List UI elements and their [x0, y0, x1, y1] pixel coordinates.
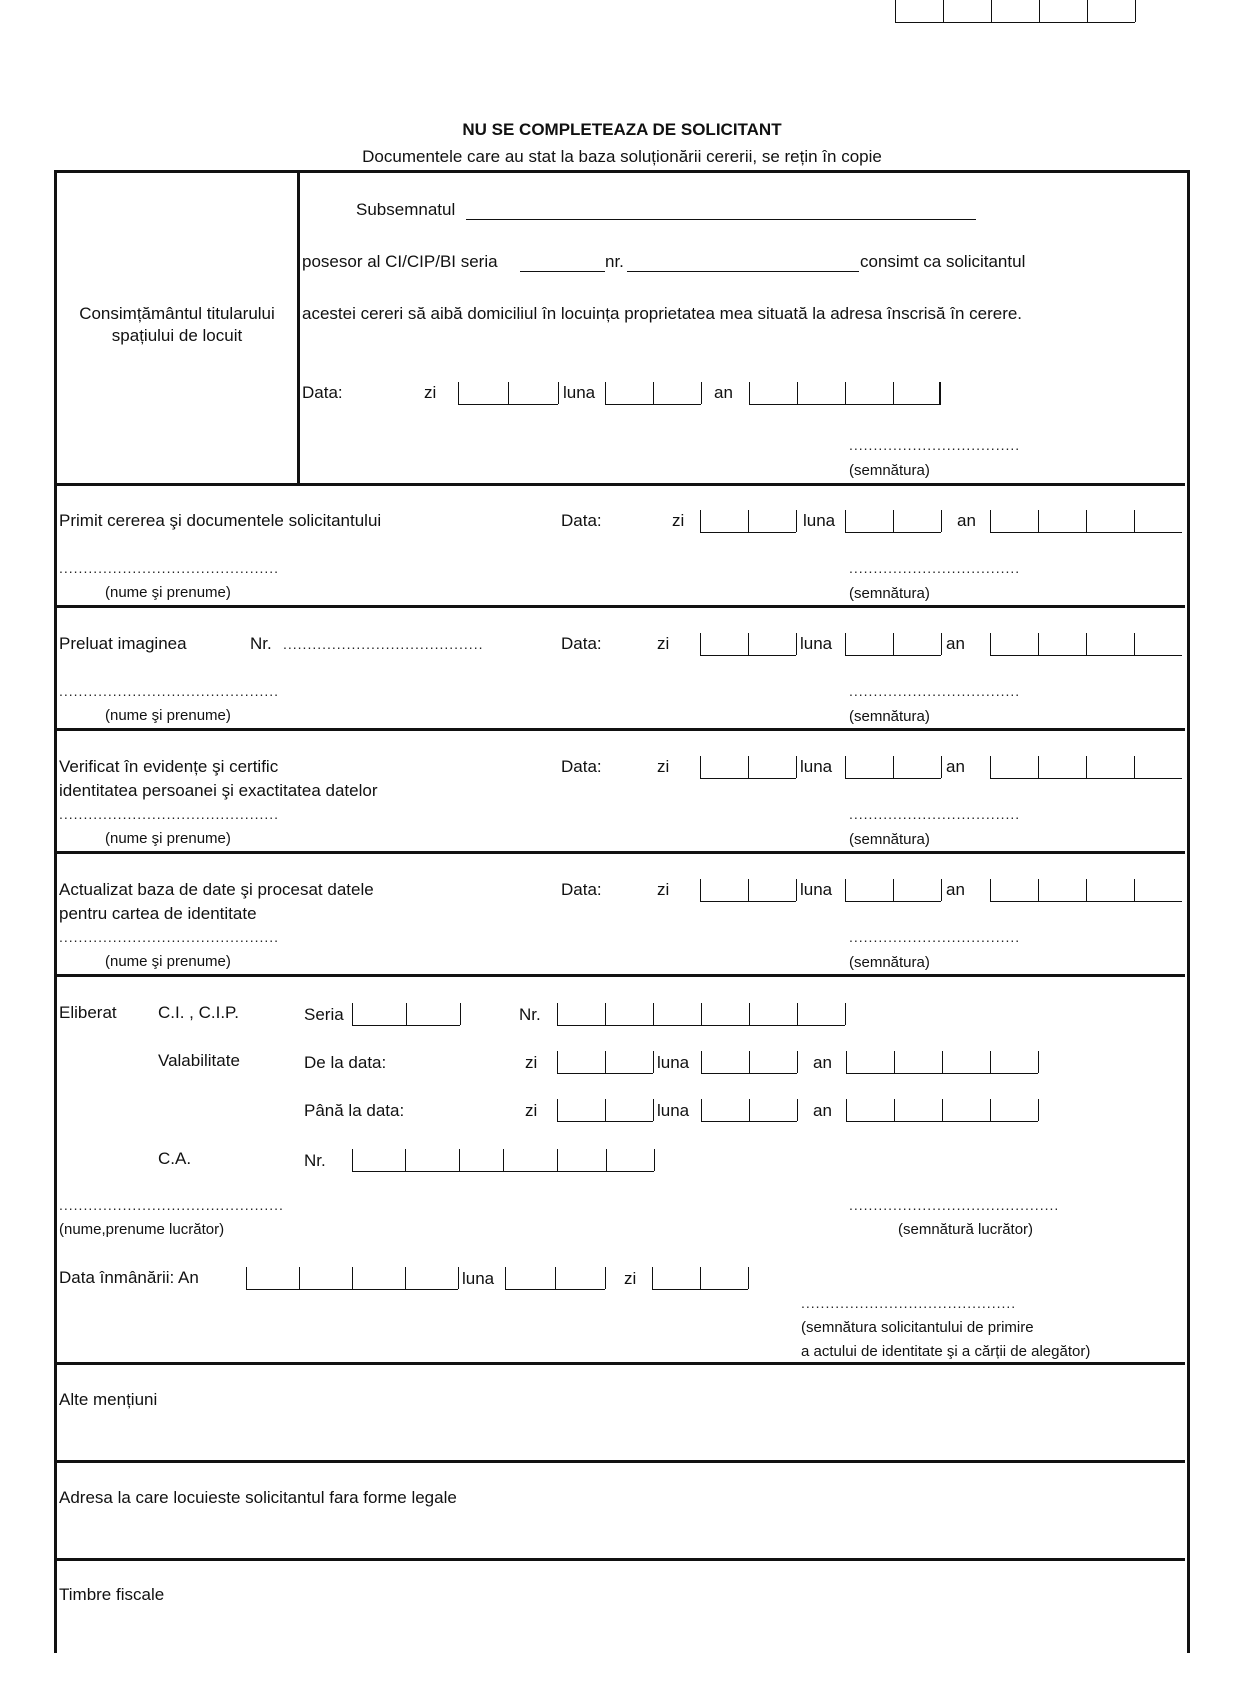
ca-nr-label: Nr. [304, 1151, 326, 1170]
section-verificat-name-dots: ............................................. [59, 806, 280, 822]
divider-8 [54, 1558, 1185, 1561]
section-actualizat-zi-boxes[interactable] [700, 879, 796, 902]
adresa-label: Adresa la care locuieste solicitantul fara forme legale [59, 1488, 457, 1507]
section-primit-an-label: an [957, 511, 976, 530]
alte-mentiuni-label: Alte mențiuni [59, 1390, 158, 1409]
section-preluat-line1: Preluat imaginea [59, 634, 187, 653]
section-actualizat-an-label: an [946, 880, 965, 899]
consent-divider [297, 170, 300, 483]
seria-field[interactable] [520, 271, 605, 272]
inmanarii-zi-label: zi [624, 1269, 637, 1288]
section-actualizat-signature-dots: ................................... [849, 929, 1021, 945]
nr-label: nr. [605, 252, 624, 271]
de-la-luna-boxes[interactable] [701, 1051, 797, 1074]
section-primit-name-dots: ............................................. [59, 560, 280, 576]
section-preluat-an-label: an [946, 634, 965, 653]
de-la-zi-boxes[interactable] [557, 1051, 653, 1074]
section-verificat-signature-dots: ................................... [849, 806, 1021, 822]
section-primit-signature-dots: ................................... [849, 560, 1021, 576]
section-verificat-an-label: an [946, 757, 965, 776]
section-primit-signature-caption: (semnătura) [849, 585, 930, 602]
section-verificat-zi-label: zi [657, 757, 670, 776]
de-la-an-boxes[interactable] [846, 1051, 1038, 1074]
section-verificat-an-boxes[interactable] [990, 756, 1182, 779]
de-la-luna-label: luna [657, 1053, 690, 1072]
section-actualizat-an-boxes[interactable] [990, 879, 1182, 902]
section-actualizat-line2: pentru cartea de identitate [59, 904, 257, 923]
de-la-an-label: an [813, 1053, 832, 1072]
section-primit-luna-boxes[interactable] [845, 510, 941, 533]
divider-2 [54, 605, 1185, 608]
posesor-label: posesor al CI/CIP/BI seria [302, 252, 498, 271]
consimt-label: consimt ca solicitantul [860, 252, 1026, 271]
section-verificat-zi-boxes[interactable] [700, 756, 796, 779]
section-preluat-nr-label: Nr. [250, 634, 272, 653]
section-preluat-name-caption: (nume şi prenume) [105, 707, 231, 724]
valabilitate-label: Valabilitate [158, 1051, 240, 1070]
divider-7 [54, 1460, 1185, 1463]
section-verificat-luna-boxes[interactable] [845, 756, 941, 779]
pana-la-an-label: an [813, 1101, 832, 1120]
section-preluat-an-boxes[interactable] [990, 633, 1182, 656]
section-preluat-name-dots: ............................................. [59, 683, 280, 699]
section-primit-luna-label: luna [803, 511, 836, 530]
section-preluat-date-label: Data: [561, 634, 602, 653]
de-la-zi-label: zi [525, 1053, 538, 1072]
ci-nr-boxes-a[interactable] [557, 1003, 845, 1026]
section-preluat-zi-boxes[interactable] [700, 633, 796, 656]
form-title: NU SE COMPLETEAZA DE SOLICITANT [462, 120, 782, 139]
pana-la-zi-boxes[interactable] [557, 1099, 653, 1122]
seria-label: Seria [304, 1005, 344, 1024]
section-preluat-nr-dots[interactable]: ......................................... [283, 636, 484, 652]
section-actualizat-luna-label: luna [800, 880, 833, 899]
ca-label: C.A. [158, 1149, 192, 1168]
form-subtitle: Documentele care au stat la baza soluționării cererii, se rețin în copie [362, 147, 882, 166]
section-verificat-date-label: Data: [561, 757, 602, 776]
section-preluat-signature-caption: (semnătura) [849, 708, 930, 725]
section-actualizat-name-caption: (nume şi prenume) [105, 953, 231, 970]
timbre-fiscale-label: Timbre fiscale [59, 1585, 165, 1604]
section-verificat-line2: identitatea persoanei şi exactitatea datelor [59, 781, 378, 800]
section-verificat-name-caption: (nume şi prenume) [105, 830, 231, 847]
solicitant-signature-caption-1: (semnătura solicitantului de primire [801, 1319, 1034, 1336]
de-la-data-label: De la data: [304, 1053, 387, 1072]
section-actualizat-zi-label: zi [657, 880, 670, 899]
section-preluat-signature-dots: ................................... [849, 683, 1021, 699]
section-actualizat-line1: Actualizat baza de date şi procesat datele [59, 880, 374, 899]
ca-nr-boxes[interactable] [352, 1149, 654, 1172]
consent-date-label: Data: [302, 383, 343, 402]
lucrator-name-dots: .............................................. [59, 1197, 284, 1213]
subsemnatul-field[interactable] [466, 219, 976, 220]
section-preluat-zi-label: zi [657, 634, 670, 653]
section-verificat-line1: Verificat în evidențe şi certific [59, 757, 279, 776]
consent-statement: acestei cereri să aibă domiciliul în locuința proprietatea mea situată la adresa înscrisă în cerere. [302, 304, 1023, 323]
section-primit-date-label: Data: [561, 511, 602, 530]
solicitant-signature-caption-2: a actului de identitate şi a cărții de alegător) [801, 1343, 1091, 1360]
inmanarii-zi-boxes[interactable] [652, 1267, 748, 1290]
section-actualizat-luna-boxes[interactable] [845, 879, 941, 902]
consent-luna-label: luna [563, 383, 596, 402]
lucrator-name-caption: (nume,prenume lucrător) [59, 1221, 225, 1238]
section-actualizat-signature-caption: (semnătura) [849, 954, 930, 971]
section-actualizat-date-label: Data: [561, 880, 602, 899]
inmanarii-luna-boxes[interactable] [505, 1267, 605, 1290]
consent-zi-label: zi [424, 383, 437, 402]
section-verificat-luna-label: luna [800, 757, 833, 776]
data-inmanarii-label: Data înmânării: An [59, 1268, 199, 1287]
section-verificat-signature-caption: (semnătura) [849, 831, 930, 848]
divider-1 [54, 483, 1185, 486]
lucrator-signature-caption: (semnătură lucrător) [898, 1221, 1034, 1238]
divider-4 [54, 851, 1185, 854]
divider-5 [54, 974, 1185, 977]
consent-an-boxes[interactable] [749, 382, 941, 405]
ci-nr-label: Nr. [519, 1005, 541, 1024]
consent-signature-caption: (semnătura) [849, 462, 930, 479]
section-primit-an-boxes[interactable] [990, 510, 1182, 533]
inmanarii-luna-label: luna [462, 1269, 495, 1288]
divider-3 [54, 728, 1185, 731]
pana-la-an-boxes[interactable] [846, 1099, 1038, 1122]
section-preluat-luna-boxes[interactable] [845, 633, 941, 656]
section-primit-zi-boxes[interactable] [700, 510, 796, 533]
consent-signature-dots: ................................... [849, 437, 1021, 453]
pana-la-luna-label: luna [657, 1101, 690, 1120]
consent-luna-boxes[interactable] [605, 382, 701, 405]
subsemnatul-label: Subsemnatul [356, 200, 456, 219]
pana-la-zi-label: zi [525, 1101, 538, 1120]
divider-6 [54, 1362, 1185, 1365]
nr-field[interactable] [627, 271, 859, 272]
consent-label: Consimțământul titularului spațiului de locuit [79, 304, 275, 345]
eliberat-label: Eliberat [59, 1003, 117, 1022]
lucrator-signature-dots: ........................................... [849, 1197, 1060, 1213]
consent-zi-boxes[interactable] [458, 382, 558, 405]
section-primit-name-caption: (nume şi prenume) [105, 584, 231, 601]
solicitant-signature-dots: ............................................ [801, 1295, 1017, 1311]
section-preluat-luna-label: luna [800, 634, 833, 653]
seria-boxes[interactable] [352, 1003, 460, 1026]
pana-la-luna-boxes[interactable] [701, 1099, 797, 1122]
consent-an-label: an [714, 383, 733, 402]
inmanarii-an-boxes[interactable] [246, 1267, 458, 1290]
section-actualizat-name-dots: ............................................. [59, 929, 280, 945]
pana-la-data-label: Până la data: [304, 1101, 405, 1120]
section-primit-line1: Primit cererea şi documentele solicitantului [59, 511, 382, 530]
section-primit-zi-label: zi [672, 511, 685, 530]
ci-nr-boxes-b[interactable] [895, 0, 1135, 23]
ci-cip-label: C.I. , C.I.P. [158, 1003, 239, 1022]
